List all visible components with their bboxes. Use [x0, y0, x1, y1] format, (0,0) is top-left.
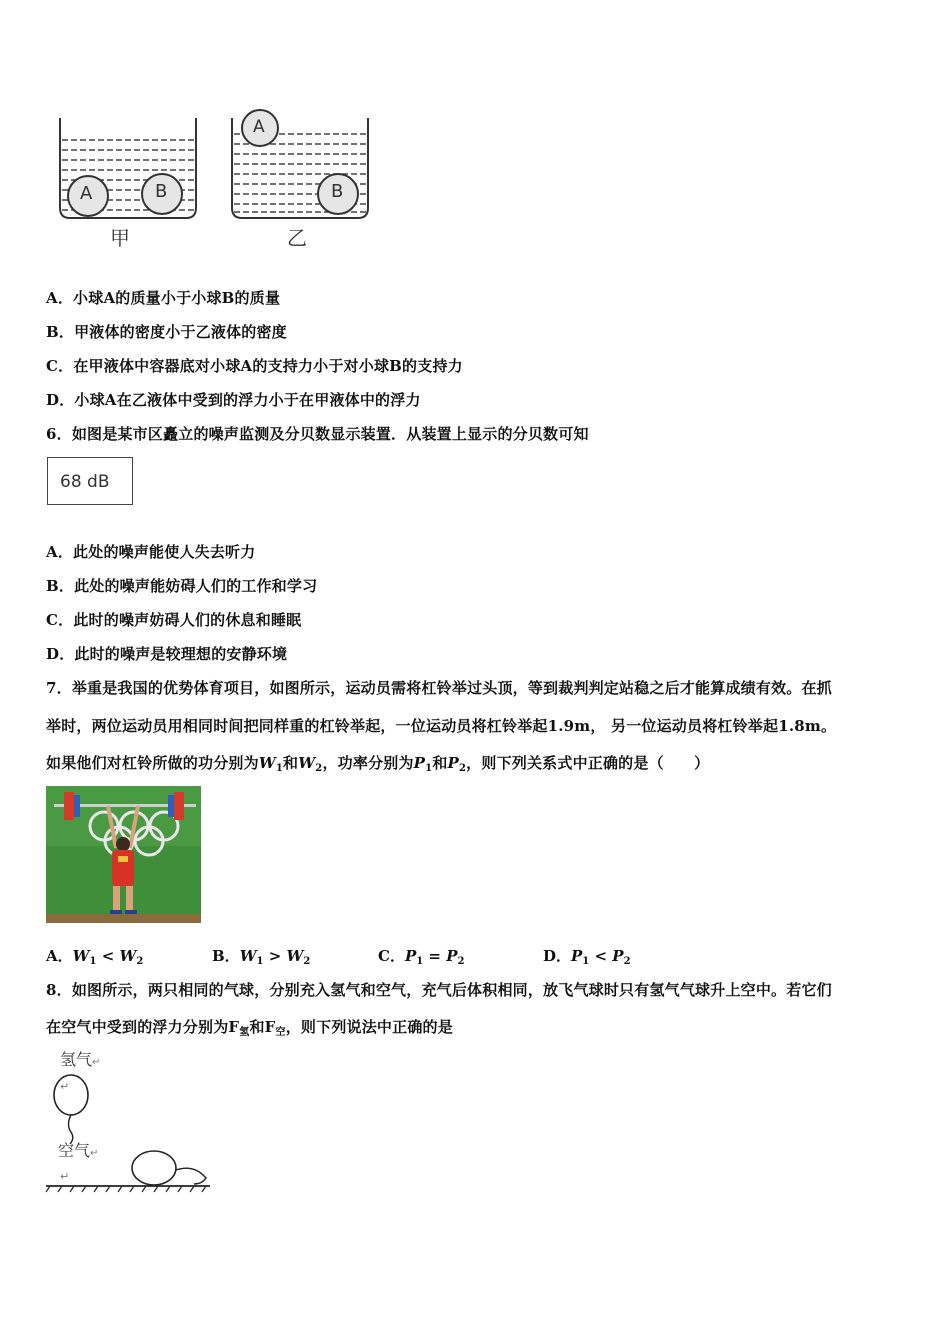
q6-stem: 6．如图是某市区矗立的噪声监测及分贝数显示装置．从装置上显示的分贝数可知: [46, 425, 589, 443]
q7-choice-c: C．$P_1 = P_2$: [378, 947, 465, 967]
q8-stem-line2: 在空气中受到的浮力分别为$F_氢$和$F_空$，则下列说法中正确的是: [46, 1018, 453, 1038]
ball-b-label-yi: B: [331, 181, 344, 202]
q6-option-c: C．此时的噪声妨碍人们的休息和睡眠: [46, 611, 302, 629]
q7-choice-b: B．$W_1 > W_2$: [212, 947, 311, 967]
q6-option-d: D．此时的噪声是较理想的安静环境: [46, 645, 288, 663]
decibel-value: 68 dB: [60, 472, 110, 492]
container-label-yi: 乙: [287, 226, 307, 250]
air-label: 空气↵: [58, 1141, 99, 1160]
return-mark-2: ↵: [60, 1170, 70, 1183]
q6-option-a: A．此处的噪声能使人失去听力: [46, 543, 256, 561]
return-mark-1: ↵: [60, 1080, 70, 1093]
q7-choice-a: A．$W_1 < W_2$: [46, 947, 144, 967]
q7-stem-line2: 举时，两位运动员用相同时间把同样重的杠铃举起，一位运动员将杠铃举起1.9m， 另一位运动员将杠铃举起1.8m。: [46, 717, 837, 735]
q8-stem-line1: 8．如图所示，两只相同的气球，分别充入氢气和空气，充气后体积相同，放飞气球时只有氢气气球升上空中。若它们: [46, 981, 832, 999]
air-balloon: [132, 1151, 176, 1185]
container-label-jia: 甲: [110, 226, 130, 250]
ball-a-label-yi: A: [253, 117, 265, 137]
hydrogen-label: 氢气↵: [60, 1050, 101, 1069]
ball-b-label-jia: B: [155, 181, 168, 202]
q5-option-d: D．小球A在乙液体中受到的浮力小于在甲液体中的浮力: [46, 391, 421, 409]
q7-choice-d: D．$P_1 < P_2$: [543, 947, 631, 967]
q5-option-b: B．甲液体的密度小于乙液体的密度: [46, 323, 287, 341]
q5-option-a: A．小球A的质量小于小球B的质量: [46, 289, 281, 307]
containers-figure: [50, 100, 380, 250]
q5-option-c: C．在甲液体中容器底对小球A的支持力小于对小球B的支持力: [46, 357, 463, 375]
q7-stem-line1: 7．举重是我国的优势体育项目，如图所示，运动员需将杠铃举过头顶，等到裁判判定站稳之后才能算成绩有效。在抓: [46, 679, 832, 697]
weightlifter-photo: [46, 786, 201, 923]
q6-option-b: B．此处的噪声能妨碍人们的工作和学习: [46, 577, 318, 595]
q7-stem-line3: 如果他们对杠铃所做的功分别为$W_1$和$W_2$，功率分别为$P_1$和$P_2$，则下列关系式中正确的是（ ）: [46, 754, 710, 774]
ball-a-label-jia: A: [80, 183, 93, 204]
hydrogen-balloon: [54, 1075, 88, 1115]
decibel-display: [47, 457, 133, 505]
balloons-figure: [44, 1060, 214, 1195]
